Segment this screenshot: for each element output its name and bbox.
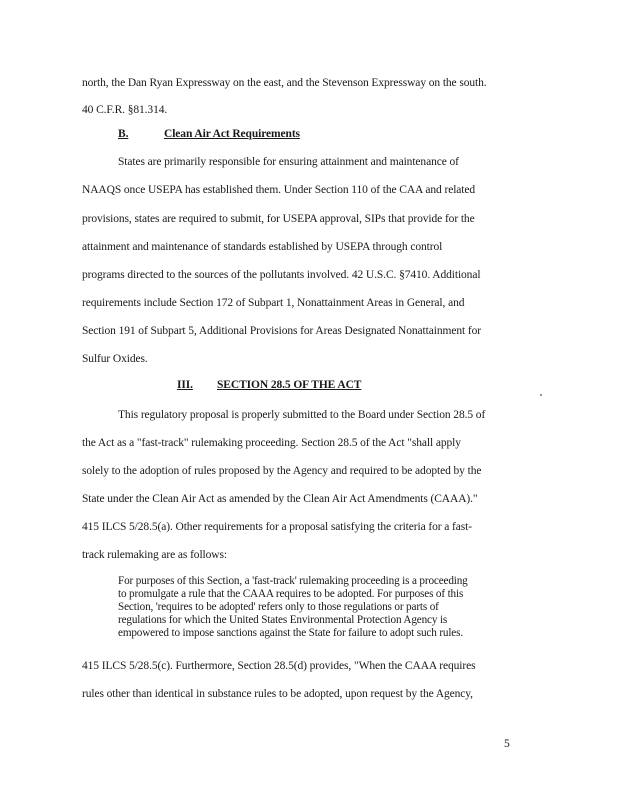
body-text-line: 40 C.F.R. §81.314. — [82, 104, 168, 116]
body-text-line: solely to the adoption of rules proposed by the Agency and required to be adopted by the — [82, 465, 482, 477]
block-quote-line: For purposes of this Section, a 'fast-track' rulemaking proceeding is a proceeding — [118, 575, 468, 587]
body-text-line: Sulfur Oxides. — [82, 353, 148, 365]
scan-speck — [540, 394, 542, 396]
heading-number: B. — [118, 128, 129, 140]
paragraph-opener: This regulatory proposal is properly submitted to the Board under Section 28.5 of — [118, 409, 486, 421]
heading-number: III. — [177, 379, 193, 391]
heading-title: Clean Air Act Requirements — [164, 128, 300, 140]
body-text-line: Section 191 of Subpart 5, Additional Provisions for Areas Designated Nonattainment for — [82, 325, 481, 337]
body-text-line: north, the Dan Ryan Expressway on the east, and the Stevenson Expressway on the south. — [82, 77, 487, 89]
body-text-line: 415 ILCS 5/28.5(a). Other requirements for a proposal satisfying the criteria for a fast- — [82, 521, 472, 533]
block-quote-line: to promulgate a rule that the CAAA requires to be adopted. For purposes of this — [118, 588, 464, 600]
body-text-line: attainment and maintenance of standards established by USEPA through control — [82, 241, 443, 253]
body-text-line: NAAQS once USEPA has established them. Under Section 110 of the CAA and related — [82, 184, 476, 196]
body-text-line: provisions, states are required to submit, for USEPA approval, SIPs that provide for the — [82, 213, 475, 225]
section-heading-b — [118, 127, 300, 141]
body-text-line: track rulemaking are as follows: — [82, 549, 227, 561]
body-text-line: State under the Clean Air Act as amended by the Clean Air Act Amendments (CAAA)." — [82, 493, 478, 505]
block-quote-line: Section, 'requires to be adopted' refers only to those regulations or parts of — [118, 601, 439, 613]
heading-title: SECTION 28.5 OF THE ACT — [217, 379, 362, 391]
body-text-line: the Act as a "fast-track" rulemaking proceeding. Section 28.5 of the Act "shall apply — [82, 437, 461, 449]
body-text-line: requirements include Section 172 of Subpart 1, Nonattainment Areas in General, and — [82, 297, 465, 309]
body-text-line: rules other than identical in substance rules to be adopted, upon request by the Agency, — [82, 688, 473, 700]
body-text-line: programs directed to the sources of the pollutants involved. 42 U.S.C. §7410. Additional — [82, 269, 481, 281]
section-heading-iii — [177, 378, 361, 392]
paragraph-opener: States are primarily responsible for ensuring attainment and maintenance of — [118, 156, 459, 168]
page-number: 5 — [504, 738, 510, 750]
body-text-line: 415 ILCS 5/28.5(c). Furthermore, Section 28.5(d) provides, "When the CAAA requires — [82, 660, 476, 672]
block-quote-line: empowered to impose sanctions against the State for failure to adopt such rules. — [118, 627, 463, 639]
block-quote-line: regulations for which the United States Environmental Protection Agency is — [118, 614, 448, 626]
